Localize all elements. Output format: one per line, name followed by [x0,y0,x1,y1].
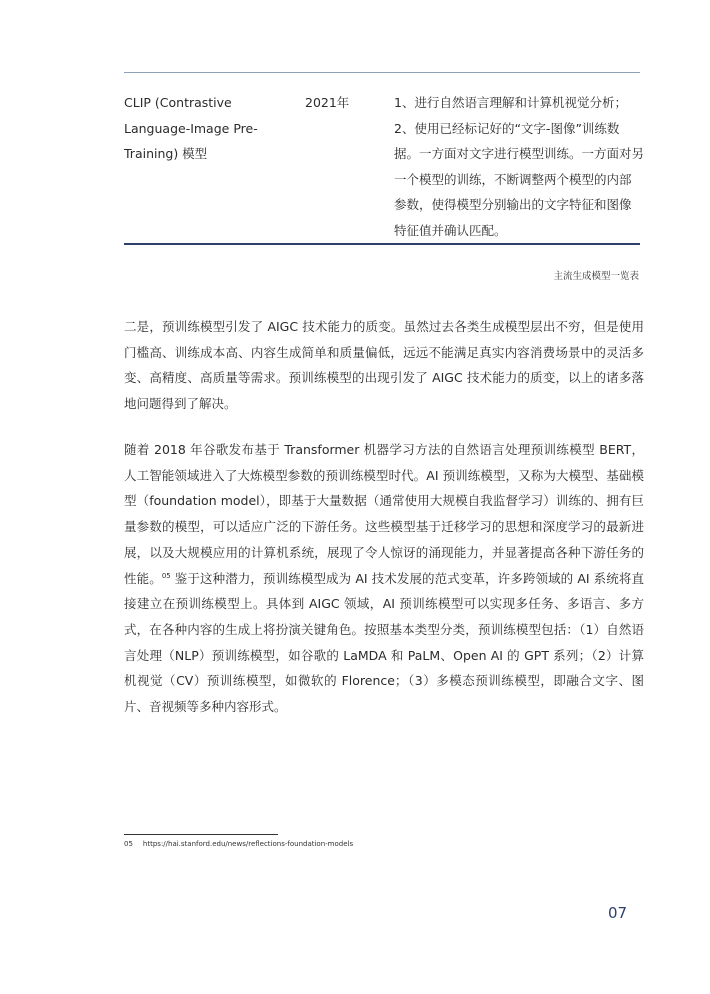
model-name-line: Training) 模型 [124,146,208,161]
paragraph-text-part-2: 鉴于这种潜力，预训练模型成为 AI 技术发展的范式变革，许多跨领域的 AI 系统将直接建立在预训练模型上。具体到 AIGC 领域，AI 预训练模型可以实现多任务、多语言、多方式，在各种内容的生成上将扮演关键角色。按照基本类型分类，预训练模型包括：（1）自然语言处理（NLP）预训练模型，如谷歌的 LaMDA 和 PaLM、Open AI 的 GPT 系列；（2）计算机视觉（CV）预训练模型，如微软的 Florence；（3）多模态预训练模型，即融合文字、图片、音视频等多种内容形式。 [124,570,644,715]
paragraph-pretrained-era [124,437,644,720]
description-line: 2、使用已经标记好的“文字-图像”训练数 [394,120,620,136]
footnote-link[interactable]: https://hai.stanford.edu/news/reflections-foundation-models [142,840,354,848]
paragraph-text-part-1: 随着 2018 年谷歌发布基于 Transformer 机器学习方法的自然语言处理预训练模型 BERT，人工智能领域进入了大炼模型参数的预训练模型时代。AI 预训练模型，又称为大模型、基础模型（foundation model），即基于大量数据（通常使用大规模自我监督学习）训练的、拥有巨量参数的模型，可以适应广泛的下游任务。这些模型基于迁移学习的思想和深度学习的最新进展，以及大规模应用的计算机系统，展现了令人惊讶的涌现能力，并显著提高各种下游任务的性能。 [124,442,644,586]
model-name-cell [124,90,274,167]
description-line: 一个模型的训练，不断调整两个模型的内部 [394,171,632,187]
model-name-line: Language-Image Pre- [124,120,258,136]
footnote-reference[interactable]: 05 [161,571,171,580]
footnote [124,840,353,848]
year-cell: 2021年 [305,95,350,110]
page-number: 07 [608,904,628,922]
table-top-rule [124,72,640,73]
description-line: 1、进行自然语言理解和计算机视觉分析； [394,95,627,110]
description-line: 据。一方面对文字进行模型训练。一方面对另 [394,146,645,161]
table-bottom-rule [124,243,640,245]
description-cell [394,90,644,243]
table-row [124,90,645,240]
description-line: 特征值并确认匹配。 [394,222,507,238]
footnote-divider [124,834,278,835]
model-name-line: CLIP (Contrastive [124,95,232,110]
table-caption: 主流生成模型一览表 [553,271,639,282]
paragraph-pretrained-quality: 二是，预训练模型引发了 AIGC 技术能力的质变。虽然过去各类生成模型层出不穷，但是使用门槛高、训练成本高、内容生成简单和质量偏低，远远不能满足真实内容消费场景中的灵活多变、高精度、高质量等需求。预训练模型的出现引发了 AIGC 技术能力的质变，以上的诸多落地问题得到了解决。 [124,319,644,412]
footnote-number: 05 [124,840,133,848]
description-line: 参数，使得模型分别输出的文字特征和图像 [394,197,632,212]
